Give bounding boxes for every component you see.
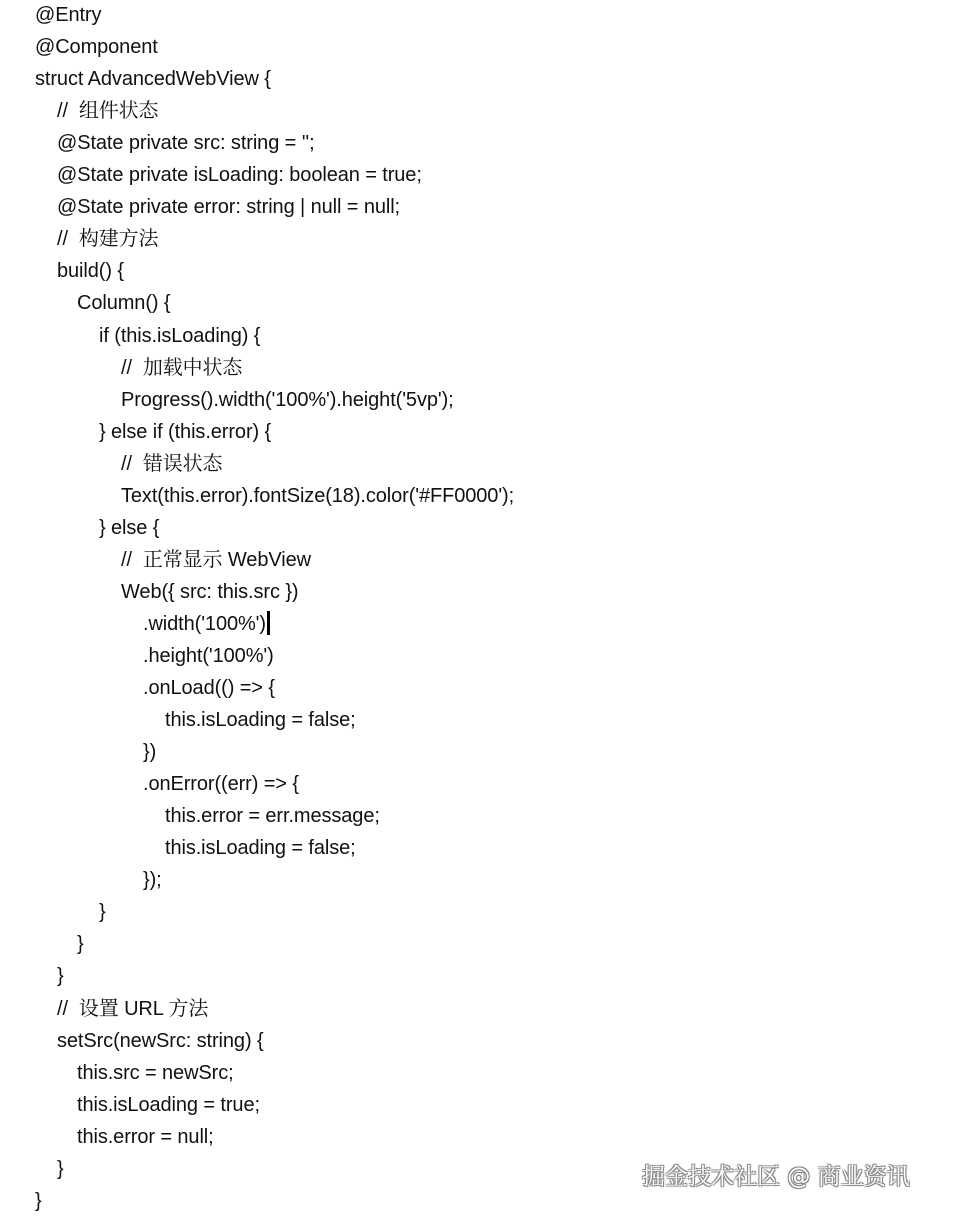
code-line-text: } (77, 933, 84, 955)
code-line (121, 384, 454, 416)
code-line-text: // 加载中状态 (121, 357, 243, 379)
code-line (99, 512, 159, 544)
code-line-text: } (57, 1158, 64, 1180)
code-line (77, 1121, 214, 1153)
code-line-text: .onLoad(() => { (143, 677, 275, 699)
code-line (57, 95, 158, 127)
code-line (77, 1089, 260, 1121)
code-line (121, 480, 514, 512)
code-line-text: this.error = err.message; (165, 805, 380, 827)
code-line-text: if (this.isLoading) { (99, 325, 261, 347)
code-line (57, 159, 422, 191)
code-line-text: Column() { (77, 292, 171, 314)
code-line-text: @State private isLoading: boolean = true; (57, 164, 422, 186)
code-line-text: // 设置 URL 方法 (57, 998, 209, 1020)
code-line-text: // 组件状态 (57, 100, 159, 122)
code-line (57, 191, 400, 223)
code-line-text: // 构建方法 (57, 228, 159, 250)
text-cursor (267, 611, 270, 635)
code-line-text: // 正常显示 WebView (121, 549, 311, 571)
code-line-text: // 错误状态 (121, 453, 223, 475)
code-line (99, 320, 260, 352)
code-line (77, 928, 84, 960)
watermark-text: 掘金技术社区 @ 商业资讯 (642, 1164, 910, 1190)
code-line-text: struct AdvancedWebView { (35, 68, 271, 90)
code-line (121, 576, 298, 608)
code-line (77, 1057, 234, 1089)
code-line (143, 672, 275, 704)
code-line-text: } else if (this.error) { (99, 421, 272, 443)
code-line (57, 1153, 64, 1185)
code-line (57, 1025, 264, 1057)
code-line-text: } (99, 901, 106, 923)
code-line (57, 960, 64, 992)
code-line (99, 896, 106, 928)
code-line (77, 287, 170, 319)
code-line-text: this.isLoading = false; (165, 709, 356, 731)
code-line-text: setSrc(newSrc: string) { (57, 1030, 264, 1052)
code-line (57, 255, 124, 287)
code-line (121, 544, 311, 576)
code-line (35, 0, 101, 31)
code-line (57, 127, 315, 159)
code-line-text: Web({ src: this.src }) (121, 581, 299, 603)
code-line (165, 832, 356, 864)
code-line (165, 800, 380, 832)
code-line-text: } else { (99, 517, 160, 539)
code-line-text: .width('100%') (143, 613, 266, 635)
code-line-text: @Entry (35, 4, 102, 26)
code-line-text: @Component (35, 36, 158, 58)
code-line (121, 352, 242, 384)
code-line (143, 864, 162, 896)
code-line (57, 223, 158, 255)
code-line (143, 608, 270, 640)
code-line (99, 416, 271, 448)
code-line (143, 736, 156, 768)
code-line-text: build() { (57, 260, 124, 282)
code-line (35, 63, 271, 95)
code-line-text: this.isLoading = false; (165, 837, 356, 859)
code-line-text: @State private src: string = ''; (57, 132, 315, 154)
code-line (35, 31, 158, 63)
code-line-text: @State private error: string | null = null; (57, 196, 401, 218)
code-line-text: this.src = newSrc; (77, 1062, 234, 1084)
code-line-text: } (57, 965, 64, 987)
code-line-text: .height('100%') (143, 645, 274, 667)
code-line (143, 640, 274, 672)
code-line-text: } (35, 1190, 42, 1212)
code-line (57, 993, 208, 1025)
code-line-text: this.error = null; (77, 1126, 214, 1148)
code-line-text: Progress().width('100%').height('5vp'); (121, 389, 454, 411)
code-line-text: this.isLoading = true; (77, 1094, 260, 1116)
code-line (121, 448, 222, 480)
code-line-text: }); (143, 869, 162, 891)
code-line-text: }) (143, 741, 157, 763)
code-line-text: .onError((err) => { (143, 773, 299, 795)
code-line (143, 768, 299, 800)
code-line-text: Text(this.error).fontSize(18).color('#FF0000'); (121, 485, 515, 507)
code-line (35, 1185, 42, 1217)
code-line (165, 704, 356, 736)
